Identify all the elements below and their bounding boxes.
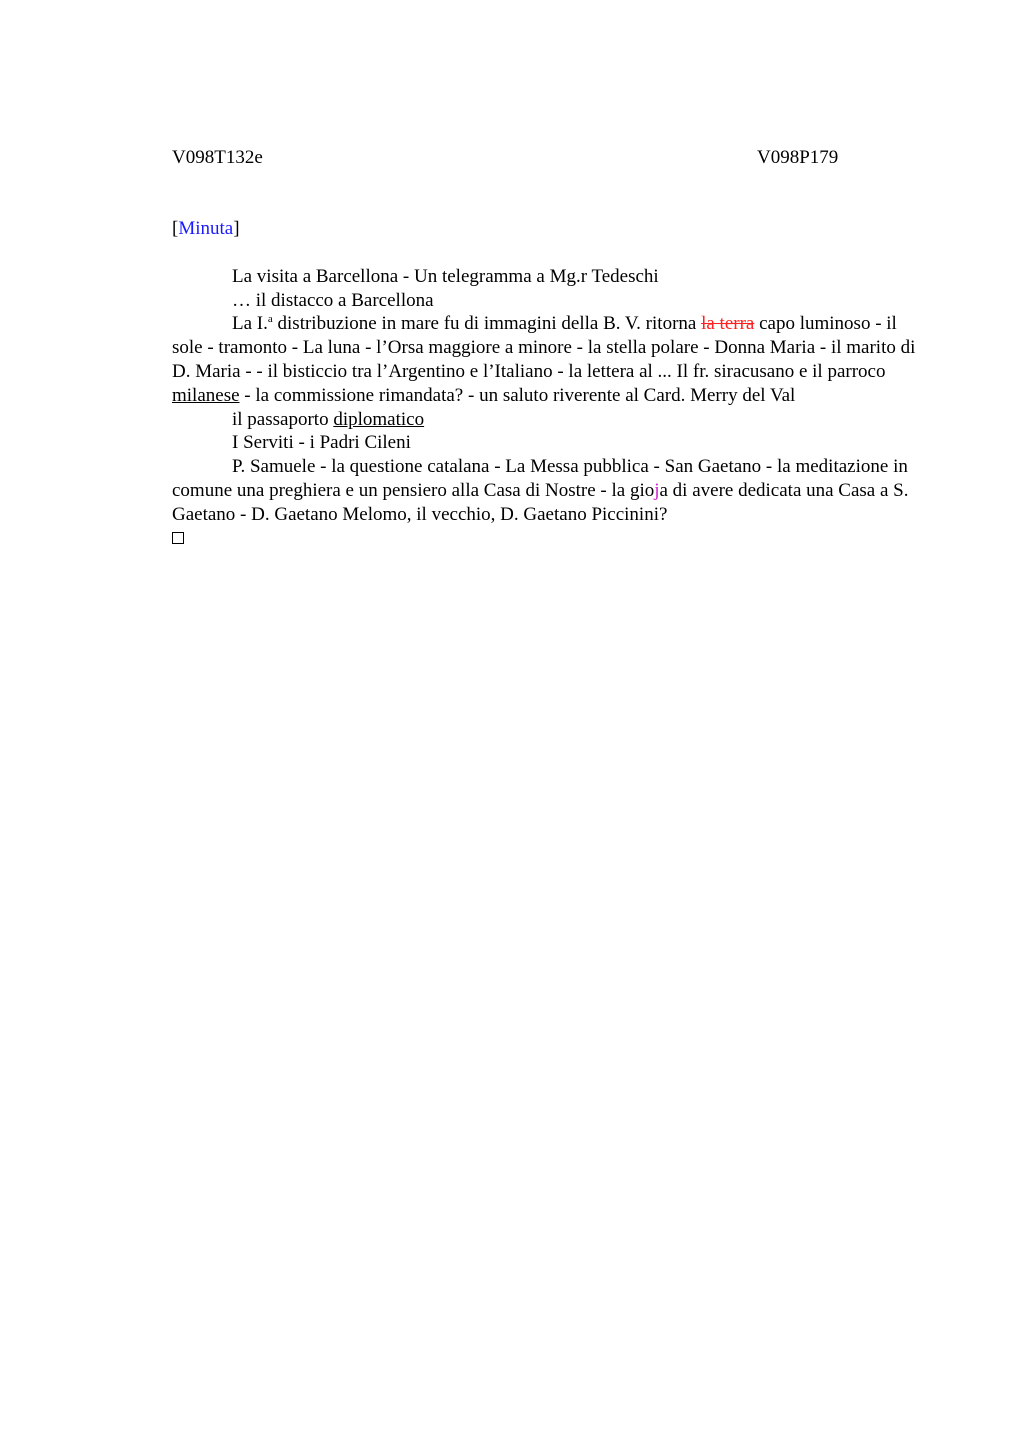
- p6-text-a: P. Samuele - la questione catalana - La Messa pubblica - San Gaetano - la meditazione in comune una preghiera e un pensiero alla Casa di Nostre - la gio: [172, 456, 908, 501]
- underlined-text-diplomatico: diplomatico: [333, 408, 425, 430]
- document-code-left: V098T132e: [172, 147, 263, 168]
- label-open-bracket: [: [172, 218, 179, 239]
- document-page: [172, 146, 932, 550]
- p6-text-b: a di avere dedicata una Casa a S. Gaetano - D. Gaetano Melomo, il vecchio, D. Gaetano Piccinini?: [172, 479, 909, 525]
- paragraph-1: La visita a Barcellona - Un telegramma a Mg.r Tedeschi: [232, 265, 659, 287]
- p3-superscript: a: [267, 313, 273, 326]
- document-header: [172, 146, 932, 170]
- inserted-letter: j: [654, 479, 660, 501]
- p3-text-a: La I.: [232, 313, 268, 335]
- document-code-right: V098P179: [757, 147, 839, 168]
- label-close-bracket: ]: [233, 218, 240, 239]
- label-minuta: Minuta: [178, 218, 234, 239]
- paragraph-3: [172, 312, 932, 407]
- paragraph-2: … il distacco a Barcellona: [232, 289, 434, 311]
- p3-text-c: capo luminoso - il sole - tramonto - La luna - l’Orsa maggiore a minore - la stella polare - Donna Maria - il marito di D. Maria - - il bisticcio tra l’Argentino e l’Italiano - la lettera al ... Il fr. siracusano e il parroco: [172, 313, 916, 382]
- p3-text-d: - la commissione rimandata? - un saluto riverente al Card. Merry del Val: [239, 384, 796, 406]
- underlined-text-milanese: milanese: [172, 384, 240, 406]
- p3-text-b: distribuzione in mare fu di immagini della B. V. ritorna: [272, 313, 702, 335]
- paragraph-4: [172, 408, 932, 432]
- document-body: [172, 265, 932, 551]
- p4-text-a: il passaporto: [232, 408, 334, 430]
- deleted-text: la terra: [701, 313, 755, 335]
- paragraph-6: [172, 455, 932, 526]
- document-label: [172, 217, 932, 241]
- end-square-icon: [172, 532, 184, 544]
- paragraph-5: I Serviti - i Padri Cileni: [232, 432, 411, 454]
